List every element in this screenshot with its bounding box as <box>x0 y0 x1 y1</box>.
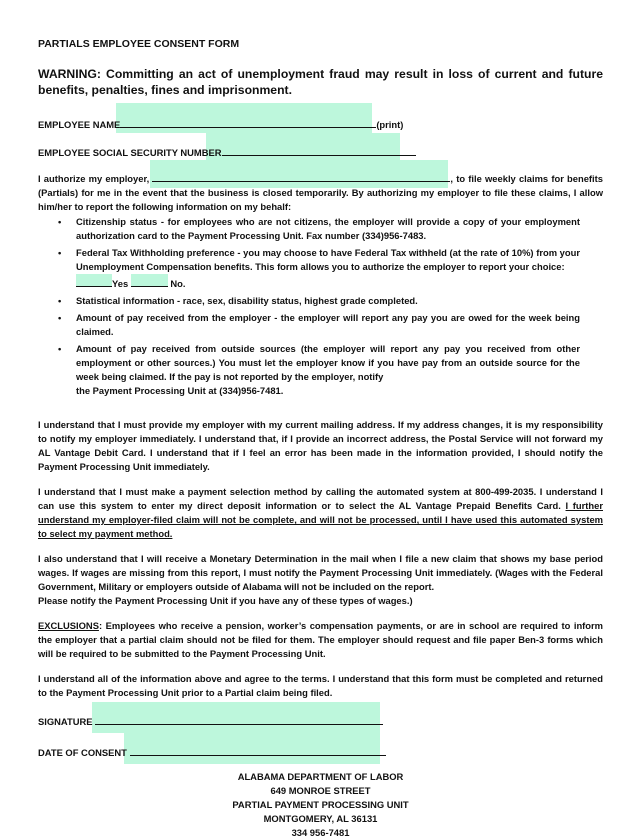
bullet-text <box>76 246 580 291</box>
bullet-employer-pay <box>58 311 580 339</box>
authorize-suffix: , to file weekly claims for benefits (Partials) for me in the event that the business is closed temporarily. By authorizing my employer to file these claims, I allow him/her to report the following information on my behalf: <box>38 173 603 212</box>
signature-line <box>95 715 383 725</box>
bullet-text-main: Federal Tax Withholding preference - you may choose to have Federal Tax withheld (at the rate of 10%) from your Unemployment Compensation benefits. This form allows you to authorize the employer to report your choice: <box>76 247 580 272</box>
employee-name-row <box>38 118 403 130</box>
monetary-note: Please notify the Payment Processing Unit if you have any of these types of wages.) <box>38 595 413 606</box>
payment-underlined-text: I further understand my employer-filed claim will not be complete, and will not be processed, until I have used this automated system to select my payment method. <box>38 500 603 539</box>
yes-input[interactable] <box>76 274 112 287</box>
bullet-icon: • <box>58 216 62 227</box>
exclusions-paragraph <box>38 619 603 661</box>
exclusions-text: : Employees who receive a pension, worker’s compensation payments, or are in school are required to inform the employer that a partial claim should not be filed for them. The employer should request and file paper Ben-3 forms which will be required to be submitted to the Payment Processing Unit. <box>38 620 603 659</box>
bullet-text: Statistical information - race, sex, disability status, highest grade completed. <box>76 295 418 306</box>
yes-label: Yes <box>112 278 129 289</box>
payment-text: I understand that I must make a payment selection method by calling the automated system at 800-499-2035. I understand I can use this system to enter my direct deposit information or to select the AL Vantage Prepaid Benefits Card. <box>38 486 603 511</box>
bullet-citizenship <box>58 215 580 243</box>
ssn-label: EMPLOYEE SOCIAL SECURITY NUMBER <box>38 147 222 158</box>
bullet-statistical <box>58 294 580 308</box>
address-line: ALABAMA DEPARTMENT OF LABOR <box>237 771 404 782</box>
no-input[interactable] <box>131 274 168 287</box>
bullet-outside-pay <box>58 342 580 398</box>
authorize-prefix: I authorize my employer, <box>38 173 150 184</box>
form-body <box>38 215 603 840</box>
signature-label: SIGNATURE <box>38 716 93 727</box>
date-label: DATE OF CONSENT <box>38 747 127 758</box>
address-phone: 334 956-7481 <box>291 827 350 838</box>
exclusions-label: EXCLUSIONS <box>38 620 99 631</box>
address-line: PARTIAL PAYMENT PROCESSING UNIT <box>232 799 409 810</box>
ssn-line <box>222 146 416 156</box>
employee-name-label: EMPLOYEE NAME <box>38 119 121 130</box>
ssn-row <box>38 146 416 158</box>
monetary-text: I also understand that I will receive a Monetary Determination in the mail when I file a new claim that shows my base period wages. If wages are missing from this report, I must notify the Payment Processing Unit immediately. (Wages with the Federal Government, Military or employers outside of Alabama will not be included on the report. <box>38 553 603 592</box>
date-text <box>38 746 386 758</box>
bullet-icon: • <box>58 247 62 258</box>
no-label: No. <box>170 278 186 289</box>
signature-row <box>38 702 603 733</box>
employee-name-line <box>120 118 376 128</box>
bullet-text-cont: the Payment Processing Unit at (334)956-7481. <box>76 385 284 396</box>
bullet-icon: • <box>58 343 62 354</box>
date-line <box>130 746 386 756</box>
bullet-text: Amount of pay received from the employer - the employer will report any pay you are owed for the week being claimed. <box>76 312 580 337</box>
form-title: PARTIALS EMPLOYEE CONSENT FORM <box>38 38 240 50</box>
department-address <box>38 770 603 840</box>
bullet-icon: • <box>58 312 62 323</box>
address-line: 649 MONROE STREET <box>270 785 371 796</box>
monetary-paragraph <box>38 552 603 608</box>
print-label: (print) <box>376 119 404 130</box>
bullet-text: Amount of pay received from outside sources (the employer will report any pay you received from other employment or other sources.) You must let the employer know if you have pay from an outside source for the week being claimed. If the pay is not reported by the employer, notify <box>76 343 580 382</box>
authorization-paragraph <box>38 172 603 214</box>
date-row <box>38 733 603 764</box>
agreement-paragraph: I understand all of the information above and agree to the terms. I understand that this form must be completed and returned to the Payment Processing Unit prior to a Partial claim being filed. <box>38 673 603 698</box>
employer-line <box>152 172 450 182</box>
address-paragraph: I understand that I must provide my employer with my current mailing address. If my address changes, it is my responsibility to notify my employer immediately. I understand that, if I provide an incorrect address, the Postal Service will not forward my AL Vantage Debit Card. I understand that if I feel an error has been made in the information provided, I should notify the Payment Processing Unit immediately. <box>38 419 603 472</box>
bullet-tax <box>58 246 580 291</box>
signature-text <box>38 715 383 727</box>
address-line: MONTGOMERY, AL 36131 <box>263 813 378 824</box>
bullet-icon: • <box>58 295 62 306</box>
payment-paragraph <box>38 485 603 541</box>
bullet-text: Citizenship status - for employees who are not citizens, the employer will provide a copy of your employment authorization card to the Payment Processing Unit. Fax number (334)956-7483. <box>76 216 580 241</box>
warning-text: WARNING: Committing an act of unemployment fraud may result in loss of current and future benefits, penalties, fines and imprisonment. <box>38 67 603 97</box>
